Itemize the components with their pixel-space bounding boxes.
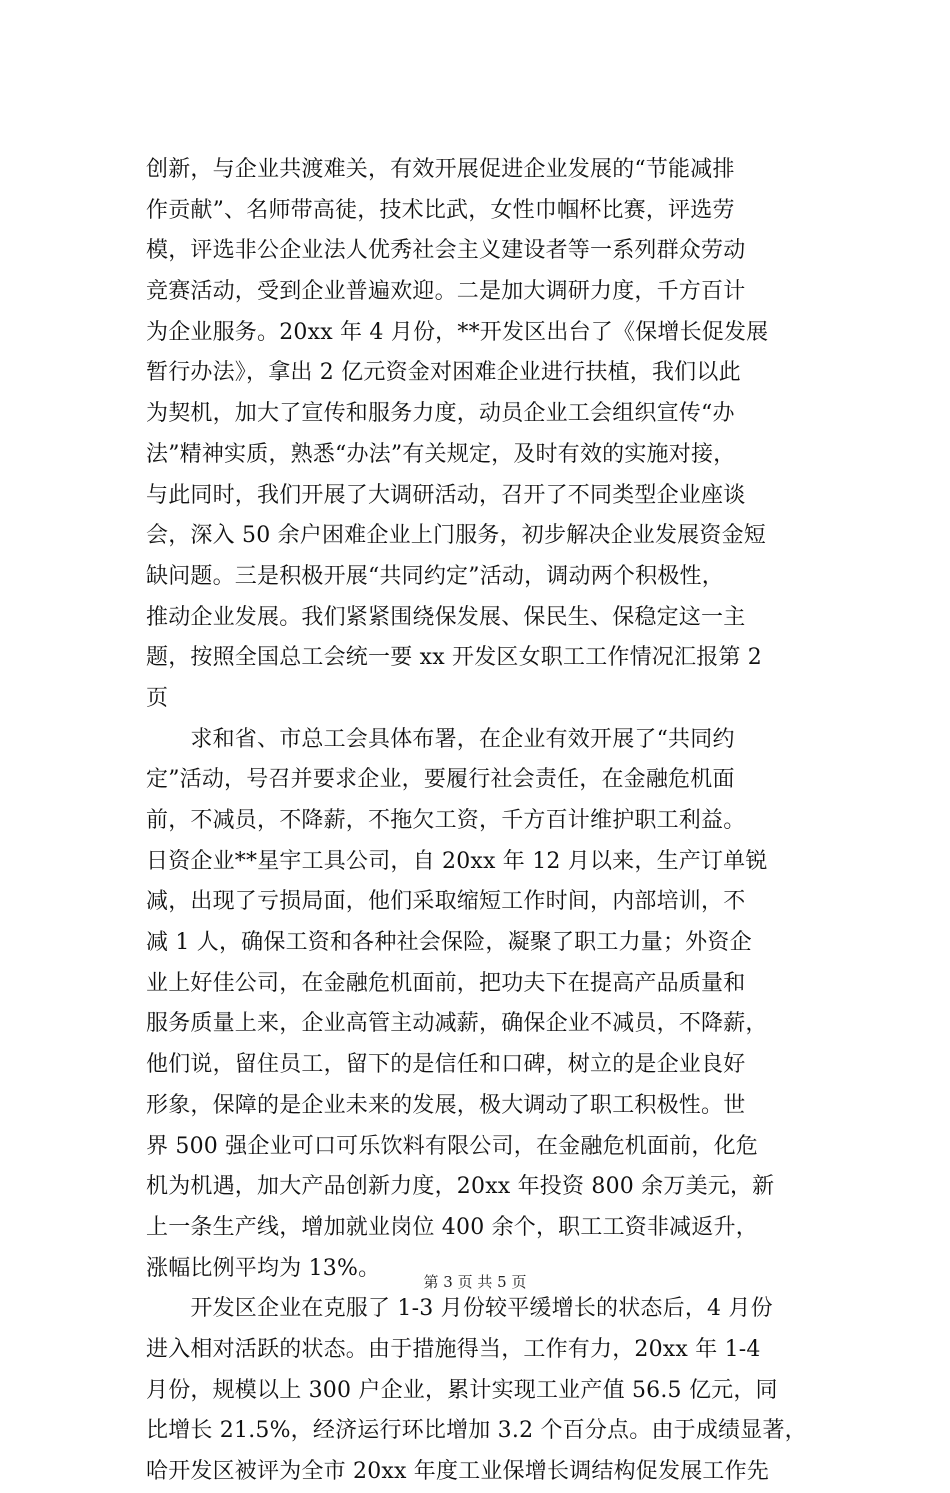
text-line: 减，出现了亏损局面，他们采取缩短工作时间，内部培训，不 [146,889,746,915]
text-line: 减 1 人，确保工资和各种社会保险，凝聚了职工力量；外资企 [146,930,752,956]
text-line: 题，按照全国总工会统一要 xx 开发区女职工工作情况汇报第 2 [146,645,762,671]
text-line: 他们说，留住员工，留下的是信任和口碑，树立的是企业良好 [146,1052,746,1078]
page-footer [0,1272,950,1292]
text-line: 定”活动，号召并要求企业，要履行社会责任，在金融危机面 [146,767,735,793]
text-line: 缺问题。三是积极开展“共同约定”活动，调动两个积极性， [146,563,724,589]
text-line: 哈开发区被评为全市 20xx 年度工业保增长调结构促发展工作先 [146,1459,769,1484]
text-line: 暂行办法》，拿出 2 亿元资金对困难企业进行扶植，我们以此 [146,360,741,386]
text-line: 作贡献”、名师带高徒，技术比武，女性巾帼杯比赛，评选劳 [146,197,735,223]
text-line: 竞赛活动，受到企业普遍欢迎。二是加大调研力度，千方百计 [146,279,746,305]
text-line: 为契机，加大了宣传和服务力度，动员企业工会组织宣传“办 [146,401,735,427]
text-line: 形象，保障的是企业未来的发展，极大调动了职工积极性。世 [146,1092,746,1118]
text-line: 前，不减员，不降薪，不拖欠工资，千方百计维护职工利益。 [146,808,746,833]
text-line: 界 500 强企业可口可乐饮料有限公司，在金融危机面前，化危 [146,1133,758,1159]
text-line: 上一条生产线，增加就业岗位 400 余个，职工工资非减返升， [146,1214,758,1240]
text-line: 比增长 21.5%，经济运行环比增加 3.2 个百分点。由于成绩显著， [146,1418,807,1444]
text-line: 创新，与企业共渡难关，有效开展促进企业发展的“节能减排 [146,157,735,182]
text-line: 服务质量上来，企业高管主动减薪，确保企业不减员，不降薪， [146,1011,768,1037]
text-line: 日资企业**星宇工具公司，自 20xx 年 12 月以来，生产订单锐 [146,848,768,874]
text-line: 会，深入 50 余户困难企业上门服务，初步解决企业发展资金短 [146,523,766,549]
text-line: 页 [146,685,169,711]
text-line: 开发区企业在克服了 1-3 月份较平缓增长的状态后，4 月份 [146,1296,773,1322]
text-line: 月份，规模以上 300 户企业，累计实现工业产值 56.5 亿元，同 [146,1377,778,1403]
text-line: 模，评选非公企业法人优秀社会主义建设者等一系列群众劳动 [146,238,746,264]
text-line: 法”精神实质，熟悉“办法”有关规定，及时有效的实施对接， [146,441,736,467]
text-line: 与此同时，我们开展了大调研活动，召开了不同类型企业座谈 [146,482,746,508]
text-line: 业上好佳公司，在金融危机面前，把功夫下在提高产品质量和 [146,970,746,996]
text-line: 推动企业发展。我们紧紧围绕保发展、保民生、保稳定这一主 [146,604,746,630]
text-line: 进入相对活跃的状态。由于措施得当，工作有力，20xx 年 1-4 [146,1336,761,1362]
text-line: 求和省、市总工会具体布署，在企业有效开展了“共同约 [146,726,735,752]
text-line: 机为机遇，加大产品创新力度，20xx 年投资 800 余万美元，新 [146,1174,775,1200]
page-number-label: 第 3 页 共 5 页 [423,1273,527,1291]
text-line: 为企业服务。20xx 年 4 月份，**开发区出台了《保增长促发展 [146,319,769,345]
text-line: 涨幅比例平均为 13%。 [146,1255,381,1281]
